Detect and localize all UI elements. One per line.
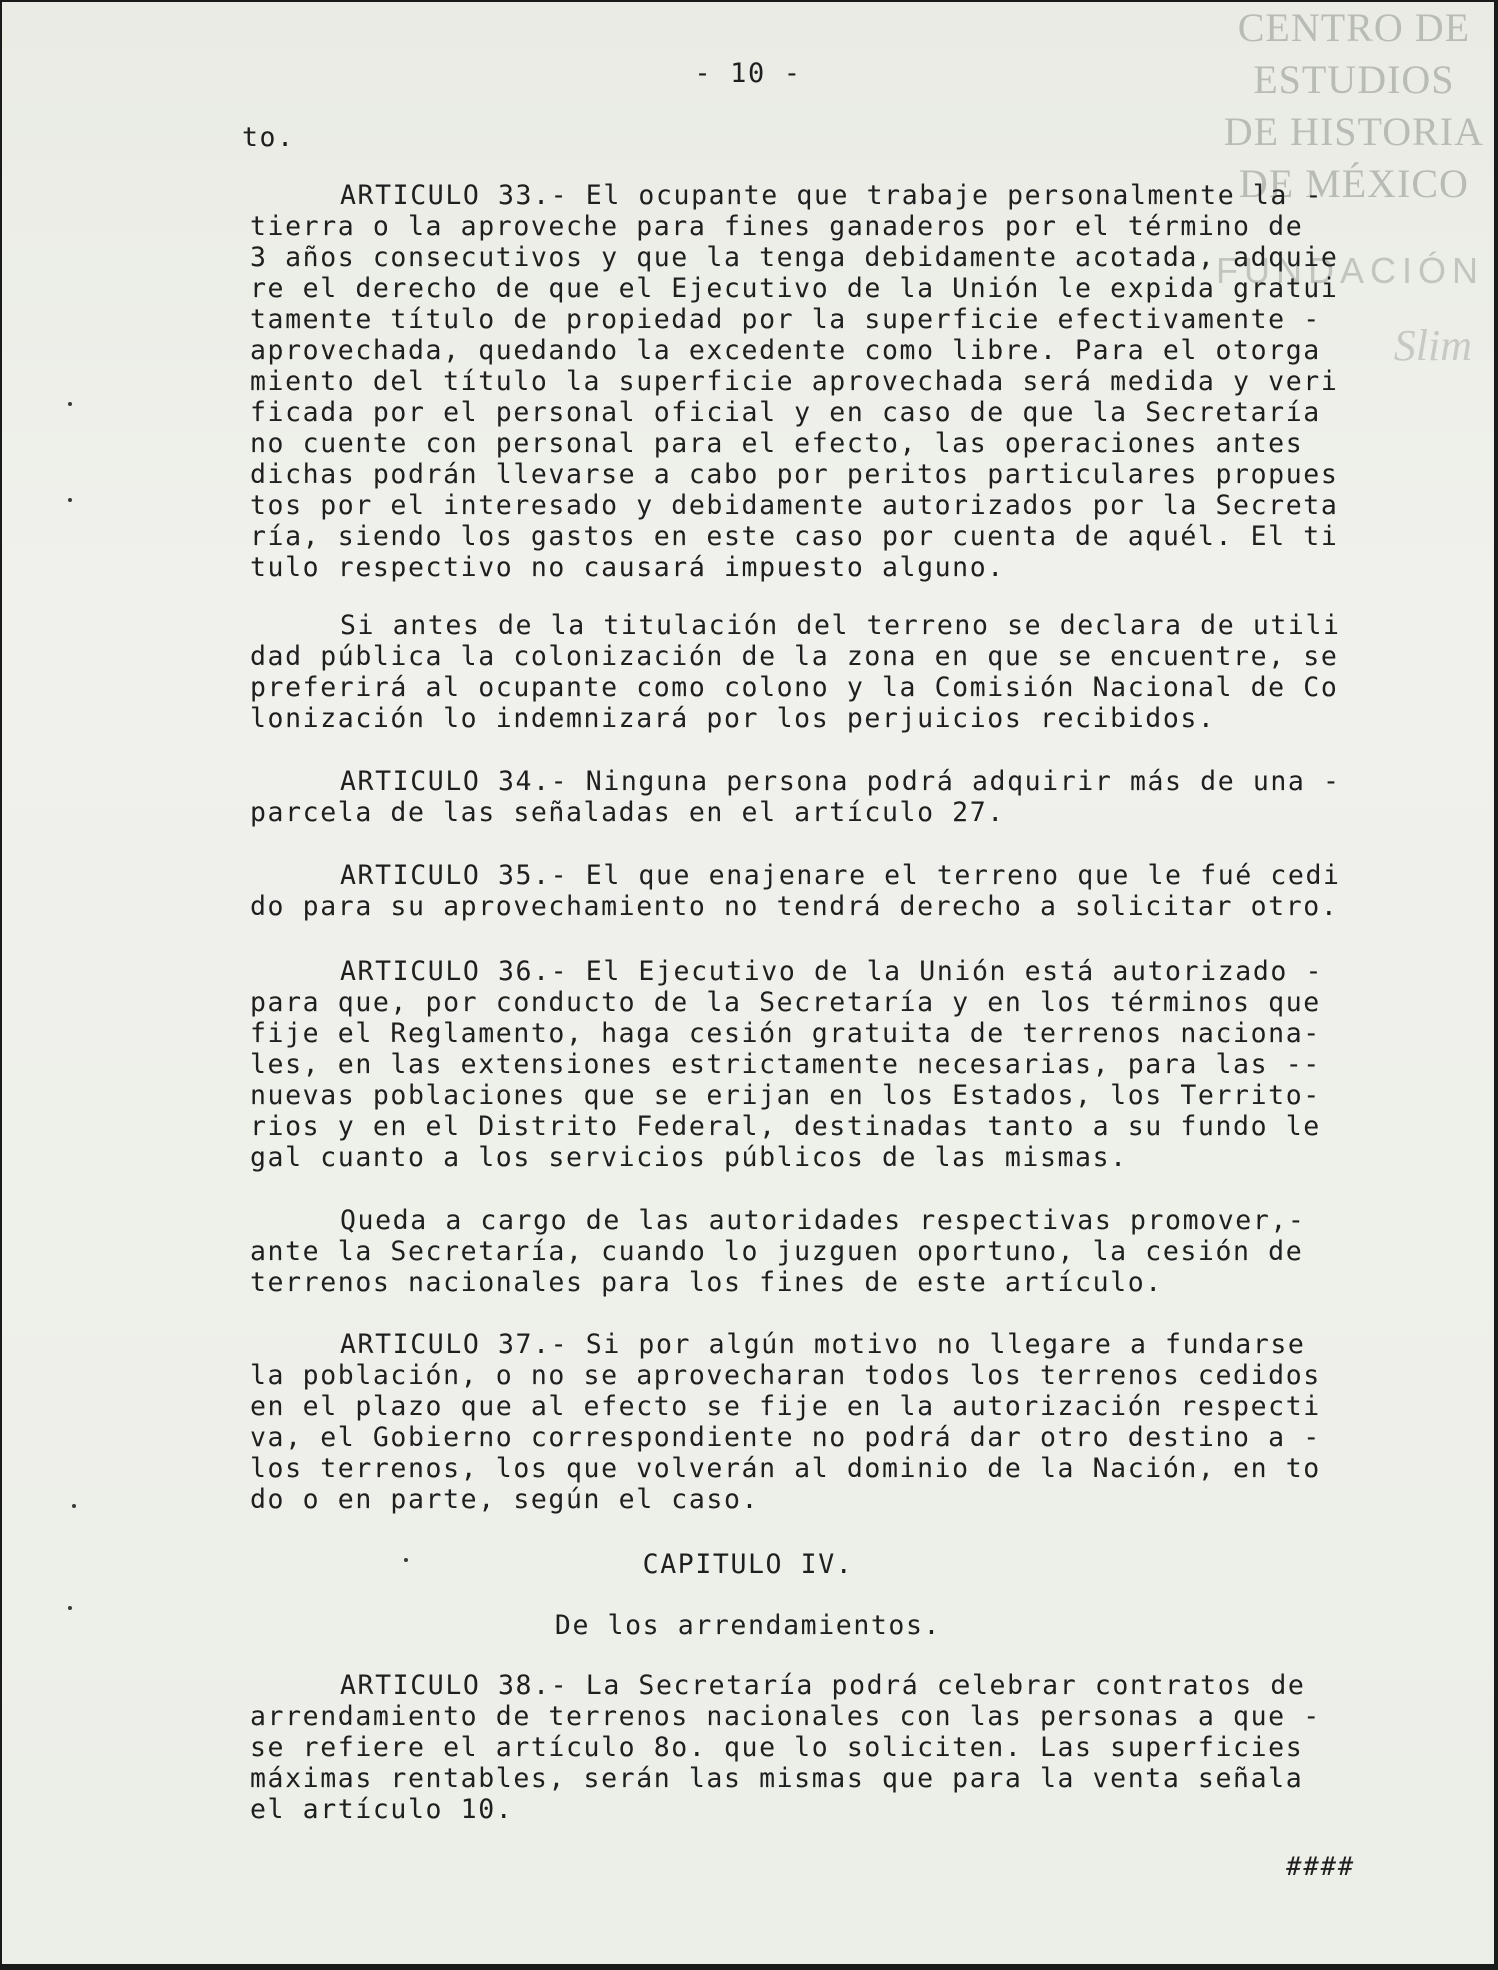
text-line: ría, siendo los gastos en este caso por cuenta de aquél. El ti	[250, 521, 1339, 552]
margin-speck	[68, 1606, 72, 1610]
document-page	[2, 2, 1494, 1964]
watermark-signature: Slim	[1393, 321, 1472, 370]
text-line: tulo respectivo no causará impuesto alguno.	[250, 552, 1005, 583]
text-line: ARTICULO 37.- Si por algún motivo no llegare a fundarse	[340, 1329, 1306, 1360]
text-line: gal cuanto a los servicios públicos de las mismas.	[250, 1142, 1128, 1173]
text-line: para que, por conducto de la Secretaría y en los términos que	[250, 987, 1321, 1018]
text-line: terrenos nacionales para los fines de este artículo.	[250, 1267, 1163, 1298]
text-line: no cuente con personal para el efecto, las operaciones antes	[250, 428, 1304, 459]
article-36	[250, 956, 1400, 1173]
text-line: ficada por el personal oficial y en caso de que la Secretaría	[250, 397, 1321, 428]
text-line: Si antes de la titulación del terreno se declara de utili	[340, 610, 1341, 641]
text-line: ARTICULO 33.- El ocupante que trabaje personalmente la -	[340, 180, 1324, 211]
article-34	[250, 766, 1400, 828]
margin-speck	[68, 402, 72, 406]
text-line: ARTICULO 34.- Ninguna persona podrá adquirir más de una -	[340, 766, 1341, 797]
text-line: fije el Reglamento, haga cesión gratuita de terrenos naciona-	[250, 1018, 1321, 1049]
article-33-paragraph-2	[250, 610, 1400, 734]
margin-speck	[72, 1504, 76, 1508]
text-line: dichas podrán llevarse a cabo por peritos particulares propues	[250, 459, 1339, 490]
text-line: Queda a cargo de las autoridades respectivas promover,-	[340, 1205, 1306, 1236]
text-line: parcela de las señaladas en el artículo 27.	[250, 797, 1005, 828]
text-line: los terrenos, los que volverán al dominio de la Nación, en to	[250, 1453, 1321, 1484]
text-line: to.	[242, 122, 295, 153]
text-line: tamente título de propiedad por la superficie efectivamente -	[250, 304, 1321, 335]
text-line: arrendamiento de terrenos nacionales con las personas a que -	[250, 1701, 1321, 1732]
watermark-logo	[1224, 2, 1484, 210]
continuation-text	[242, 122, 1392, 153]
text-line: el artículo 10.	[250, 1794, 514, 1825]
text-line: ante la Secretaría, cuando lo juzguen oportuno, la cesión de	[250, 1236, 1304, 1267]
margin-speck	[68, 498, 72, 502]
margin-speck	[404, 1558, 408, 1562]
page-number: - 10 -	[694, 58, 802, 89]
text-line: preferirá al ocupante como colono y la Comisión Nacional de Co	[250, 672, 1339, 703]
chapter-subtitle: De los arrendamientos.	[554, 1610, 942, 1641]
watermark-foundation: FUNDACIÓN	[1216, 250, 1484, 291]
text-line: ARTICULO 38.- La Secretaría podrá celebrar contratos de	[340, 1670, 1306, 1701]
watermark-line: CENTRO DE	[1237, 5, 1471, 50]
text-line: nuevas poblaciones que se erijan en los Estados, los Territo-	[250, 1080, 1321, 1111]
watermark-line: DE MÉXICO	[1238, 161, 1469, 206]
text-line: ARTICULO 35.- El que enajenare el terreno que le fué cedi	[340, 860, 1341, 891]
text-line: lonización lo indemnizará por los perjuicios recibidos.	[250, 703, 1216, 734]
end-mark: ####	[1286, 1852, 1356, 1882]
article-33	[250, 180, 1400, 583]
text-line: aprovechada, quedando la excedente como libre. Para el otorga	[250, 335, 1321, 366]
text-line: do o en parte, según el caso.	[250, 1484, 760, 1515]
text-line: tierra o la aproveche para fines ganaderos por el término de	[250, 211, 1304, 242]
text-line: va, el Gobierno correspondiente no podrá dar otro destino a -	[250, 1422, 1321, 1453]
text-line: ARTICULO 36.- El Ejecutivo de la Unión está autorizado -	[340, 956, 1324, 987]
text-line: dad pública la colonización de la zona en que se encuentre, se	[250, 641, 1339, 672]
text-line: les, en las extensiones estrictamente necesarias, para las --	[250, 1049, 1321, 1080]
text-line: miento del título la superficie aprovechada será medida y veri	[250, 366, 1339, 397]
text-line: la población, o no se aprovecharan todos los terrenos cedidos	[250, 1360, 1321, 1391]
article-35	[250, 860, 1400, 922]
watermark-line: ESTUDIOS	[1253, 57, 1455, 102]
article-38	[250, 1670, 1400, 1825]
article-37	[250, 1329, 1400, 1515]
text-line: do para su aprovechamiento no tendrá derecho a solicitar otro.	[250, 891, 1339, 922]
text-line: se refiere el artículo 8o. que lo soliciten. Las superficies	[250, 1732, 1304, 1763]
chapter-title: CAPITULO IV.	[642, 1549, 854, 1580]
text-line: 3 años consecutivos y que la tenga debidamente acotada, adquie	[250, 242, 1339, 273]
text-line: rios y en el Distrito Federal, destinadas tanto a su fundo le	[250, 1111, 1321, 1142]
watermark-line: DE HISTORIA	[1223, 109, 1484, 154]
text-line: máximas rentables, serán las mismas que para la venta señala	[250, 1763, 1304, 1794]
text-line: tos por el interesado y debidamente autorizados por la Secreta	[250, 490, 1339, 521]
text-line: en el plazo que al efecto se fije en la autorización respecti	[250, 1391, 1321, 1422]
text-line: re el derecho de que el Ejecutivo de la Unión le expida gratui	[250, 273, 1339, 304]
article-36-paragraph-2	[250, 1205, 1400, 1298]
